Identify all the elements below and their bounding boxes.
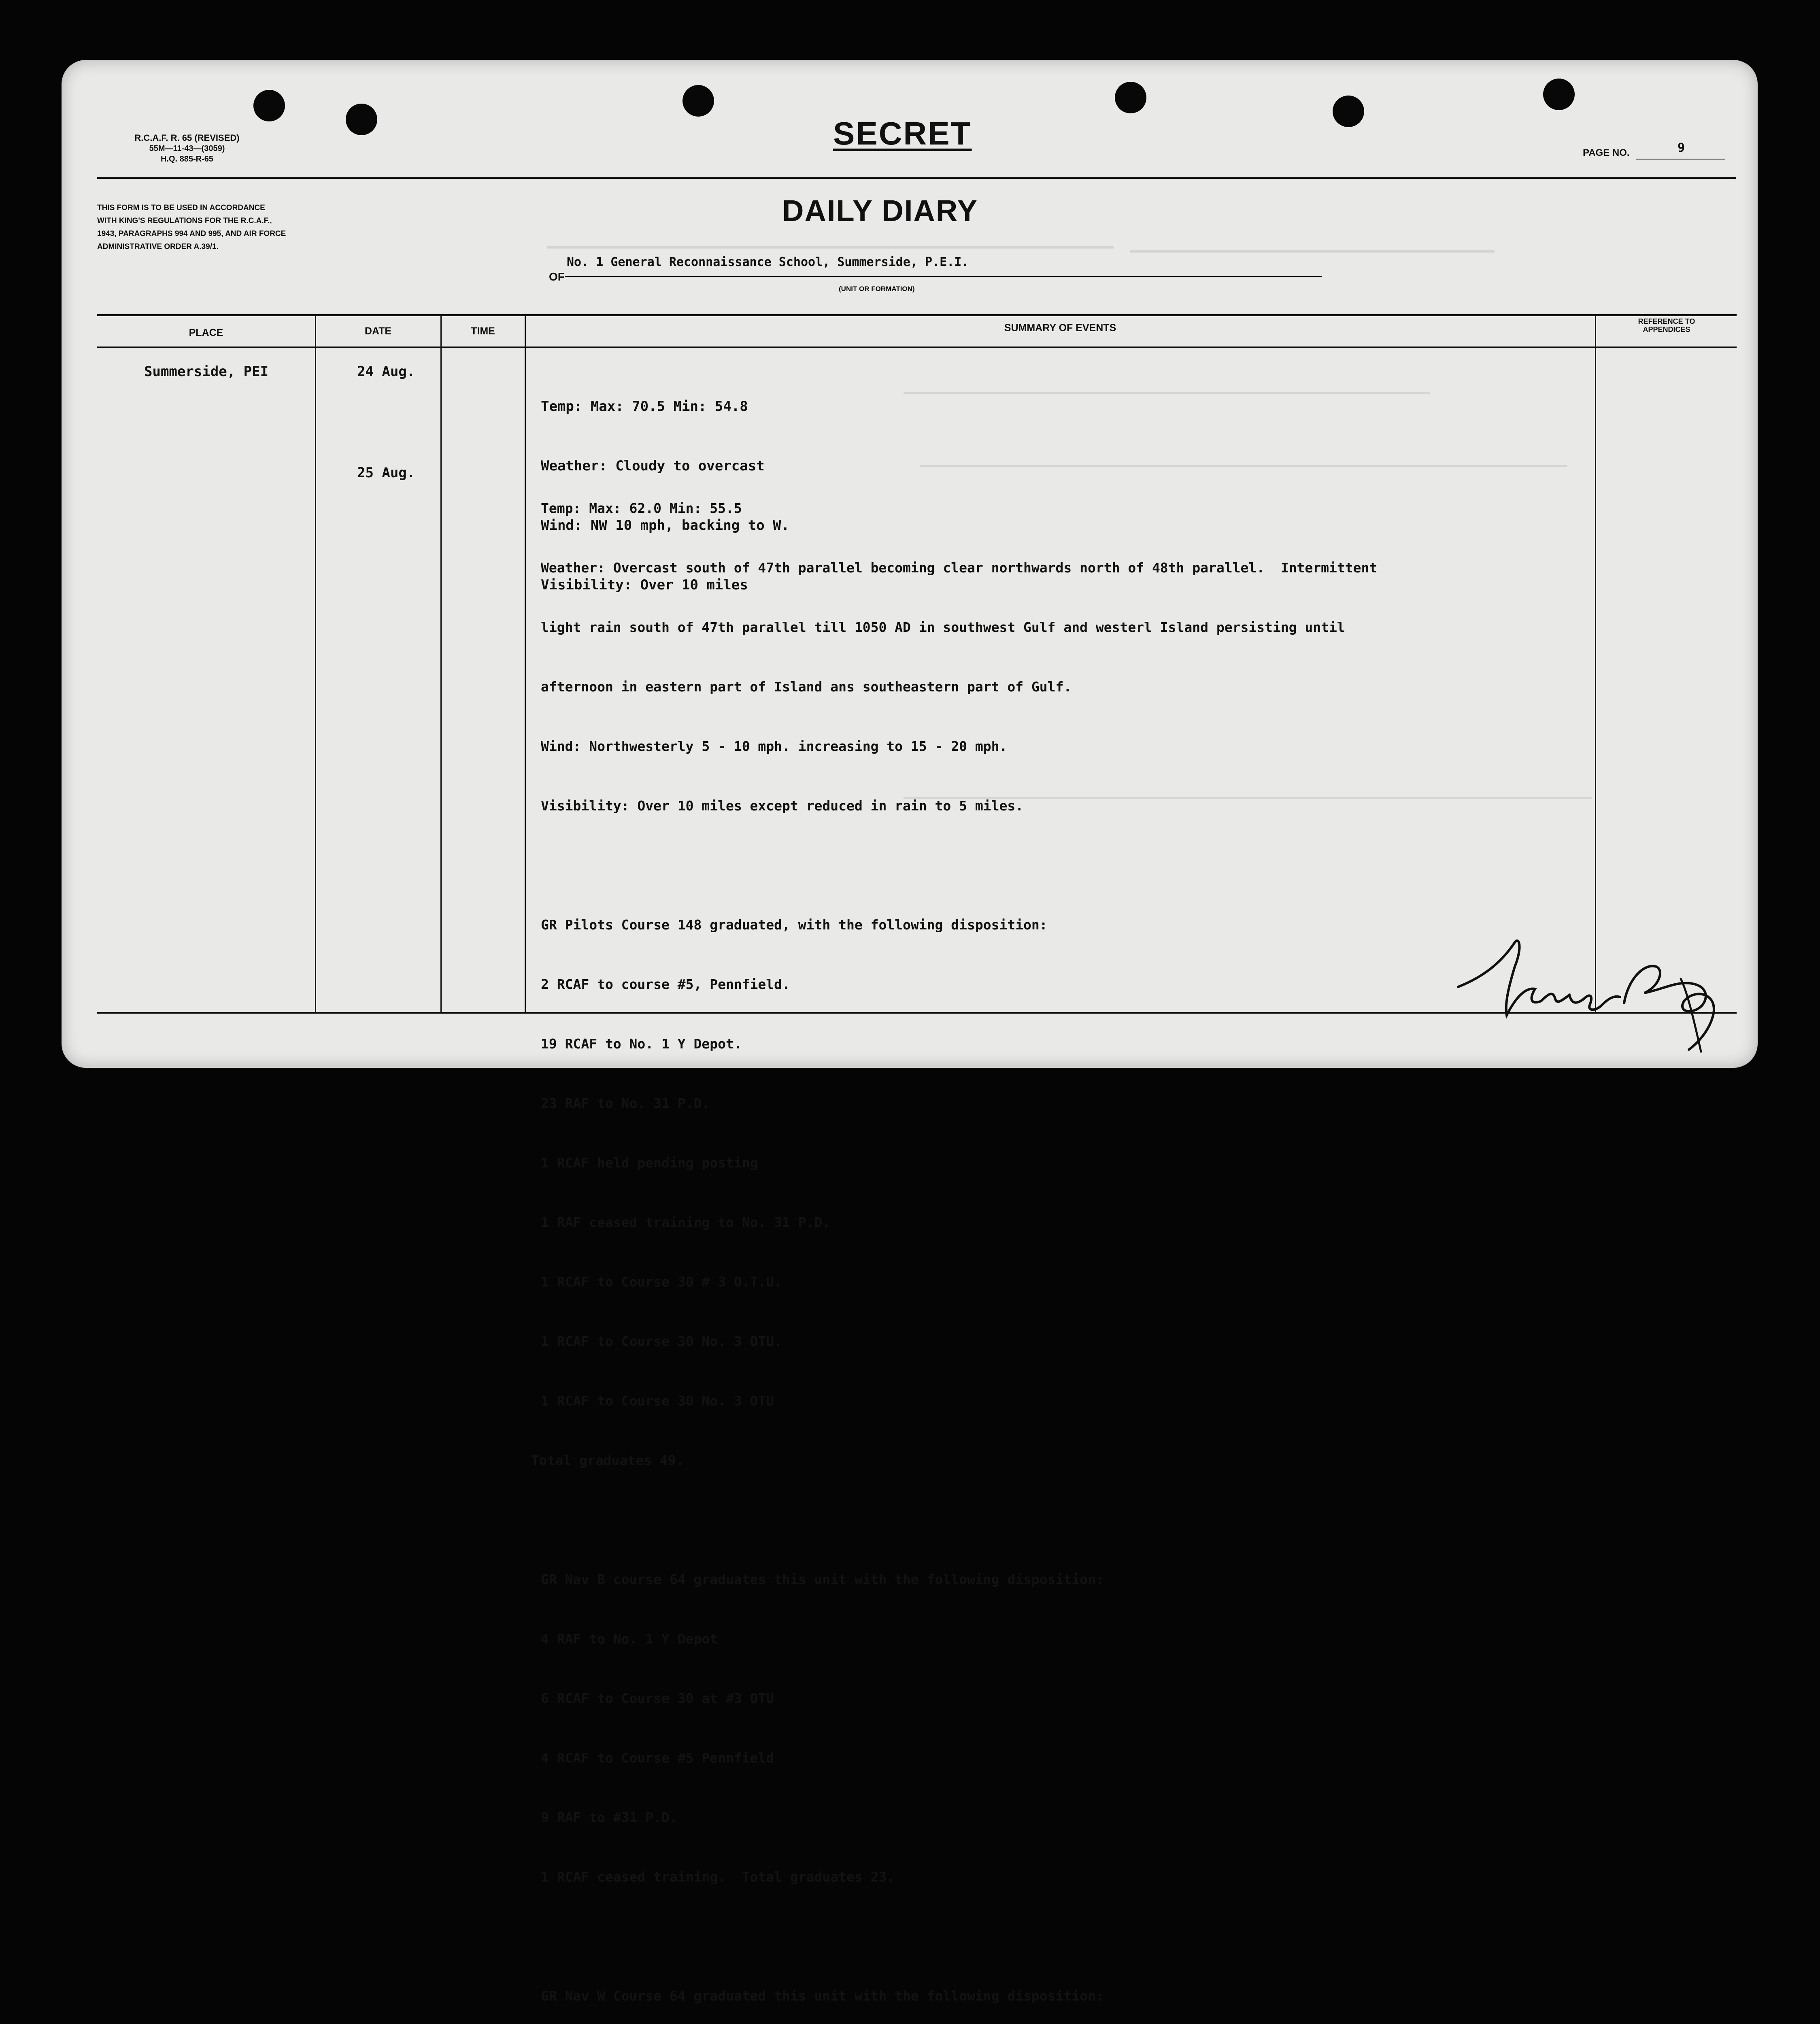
summary-line: Visibility: Over 10 miles except reduced in rain to 5 miles. [541,798,1024,814]
column-header-reference-line: REFERENCE TO [1638,317,1695,325]
summary-line: Total graduates 49. [531,1452,684,1468]
summary-line: 1 RCAF ceased training. Total graduates 23. [541,1869,895,1885]
summary-line: light rain south of 47th parallel till 1050 AD in southwest Gulf and westerl Island persisting until [541,619,1345,635]
column-header-reference [1596,317,1737,334]
summary-line: GR Pilots Course 148 graduated, with the following disposition: [541,917,1048,933]
bleed-through-mark [904,392,1430,394]
page-number-label: PAGE NO. [1583,147,1630,158]
summary-line: 4 RCAF to Course #5 Pennfield [541,1750,774,1766]
column-header-date: DATE [364,325,392,337]
summary-line: 6 RCAF to Course 30 at #3 OTU [541,1690,774,1706]
punch-hole [682,85,714,117]
punch-hole [253,90,285,121]
summary-line: Wind: Northwesterly 5 - 10 mph. increasing to 15 - 20 mph. [541,738,1008,754]
unit-name: No. 1 General Reconnaissance School, Summerside, P.E.I. [567,255,969,269]
summary-line: afternoon in eastern part of Island ans southeastern part of Gulf. [541,679,1072,695]
bleed-through-mark [547,246,1114,249]
diary-sheet [62,60,1758,2004]
punch-hole [1115,82,1146,113]
summary-line: Visibility: Over 10 miles [541,577,748,593]
diary-title: DAILY DIARY [782,194,978,227]
form-usage-note [97,202,405,253]
date-cell: 24 Aug. [357,364,415,380]
summary-line: Weather: Cloudy to overcast [541,458,765,474]
security-classification: SECRET [833,115,972,151]
form-reference-line: 55M—11-43—(3059) [149,144,225,153]
column-header-reference-line: APPENDICES [1643,325,1690,334]
place-cell: Summerside, PEI [144,364,269,380]
form-usage-note-line: 1943, PARAGRAPHS 994 AND 995, AND AIR FORCE [97,230,286,238]
of-label: OF [549,270,565,283]
summary-line: Temp: Max: 70.5 Min: 54.8 [541,398,748,415]
summary-line [541,1510,1377,1530]
summary-line: GR Nav B course 64 graduates this unit with the following disposition: [541,1571,1104,1587]
unit-caption: (UNIT OR FORMATION) [839,285,915,293]
summary-line: 1 RCAF held pending posting [541,1155,758,1171]
column-divider [525,315,526,1013]
punch-hole [346,104,377,135]
summary-line: 1 RCAF to Course 30 # 3 O.T.U. [541,1274,782,1290]
summary-line: 19 RCAF to No. 1 Y Depot. [541,1036,742,1052]
summary-line: GR Nav W Course 64 graduated this unit with the following disposition: [541,1988,1104,2004]
form-reference-line: H.Q. 885-R-65 [160,155,214,164]
table-header-rule [97,347,1737,348]
form-reference-line: R.C.A.F. R. 65 (REVISED) [134,133,240,143]
date-cell: 25 Aug. [357,465,415,481]
bleed-through-mark [1130,250,1495,253]
column-divider [1595,315,1596,1013]
summary-line: 1 RCAF to Course 30 No. 3 OTU. [541,1333,782,1349]
column-header-time: TIME [471,325,495,337]
summary-line: 1 RCAF to Course 30 No. 3 OTU [541,1393,774,1409]
summary-line [541,855,1377,875]
column-header-place: PLACE [189,327,223,338]
summary-line: 1 RAF ceased training to No. 31 P.D. [541,1214,831,1230]
header-rule [97,177,1736,179]
form-usage-note-line: ADMINISTRATIVE ORDER A.39/1. [97,242,219,251]
summary-entry [531,459,1378,2024]
handwritten-signature [1454,918,1737,1056]
form-reference [98,133,276,164]
summary-line [541,1926,1377,1946]
unit-underline [565,276,1322,277]
column-divider [315,315,316,1013]
summary-line: 4 RAF to No. 1 Y Depot [541,1631,718,1647]
summary-line: Wind: NW 10 mph, backing to W. [541,517,790,534]
summary-line: Temp: Max: 62.0 Min: 55.5 [541,500,742,516]
page-number-value: 9 [1678,141,1685,155]
summary-line: Weather: Overcast south of 47th parallel becoming clear northwards north of 48th parallel. Intermittent [541,560,1378,576]
form-usage-note-line: WITH KING'S REGULATIONS FOR THE R.C.A.F., [97,217,272,225]
form-usage-note-line: THIS FORM IS TO BE USED IN ACCORDANCE [97,204,265,212]
punch-hole [1333,96,1364,127]
punch-hole [1543,79,1575,110]
table-top-rule [97,314,1737,316]
column-divider [440,315,442,1013]
column-header-summary: SUMMARY OF EVENTS [1004,322,1116,334]
summary-line: 2 RCAF to course #5, Pennfield. [541,976,790,992]
summary-line: 23 RAF to No. 31 P.D. [541,1095,710,1111]
summary-line: 9 RAF to #31 P.D. [541,1809,678,1825]
